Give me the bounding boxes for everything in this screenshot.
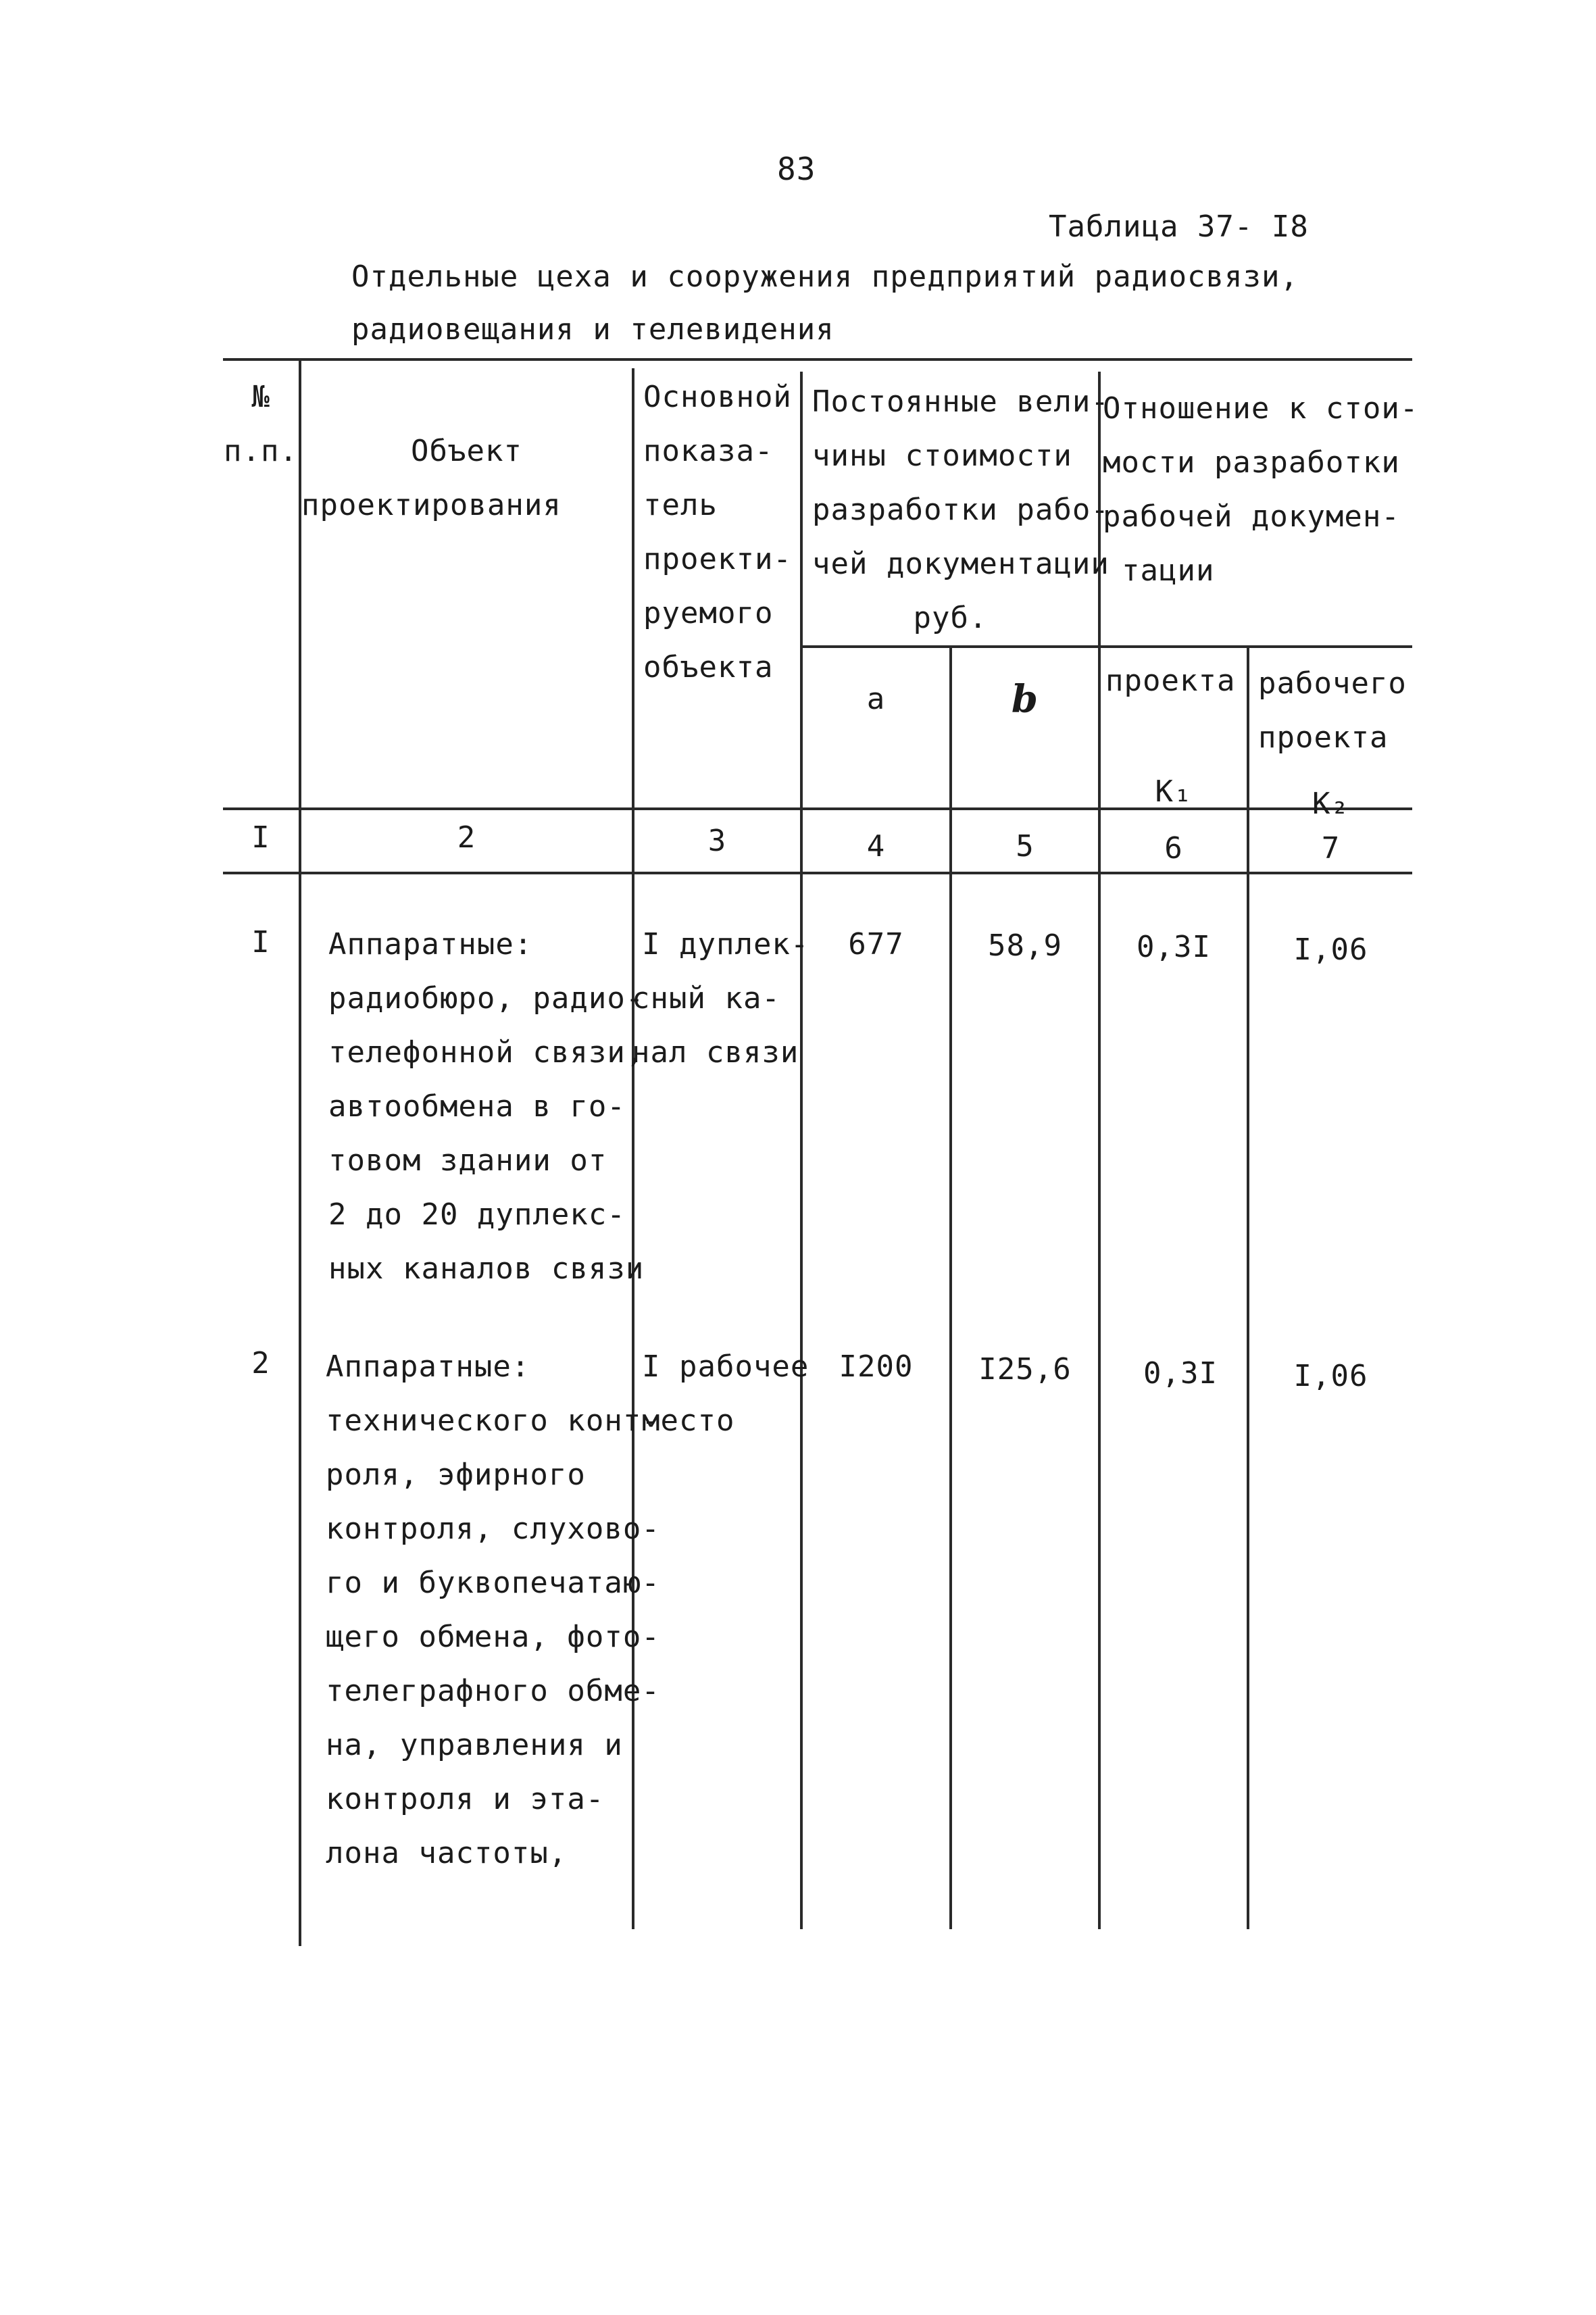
object-line: Аппаратные: — [328, 927, 533, 962]
header-indicator-line: тель — [643, 488, 718, 522]
divider-col1-col2 — [299, 358, 301, 1946]
header-cost-line: чины стоимости — [812, 439, 1072, 473]
value-k1: 0,3I — [1143, 1356, 1218, 1391]
subheader-k2-symbol: К₂ — [1312, 787, 1349, 821]
subheader-k1-label: проекта — [1105, 664, 1236, 698]
subheader-a: а — [866, 682, 886, 716]
header-cost-line: Постоянные вели- — [812, 384, 1109, 419]
object-line: 2 до 20 дуплекс- — [328, 1197, 626, 1232]
value-b: 58,9 — [988, 928, 1062, 963]
header-ratio-line: Отношение к стои- — [1103, 391, 1419, 426]
table-caption-line-2: радиовещания и телевидения — [351, 312, 834, 347]
object-line: го и буквопечатаю- — [326, 1566, 660, 1600]
header-cost-line: разработки рабо- — [812, 493, 1109, 527]
header-row-number-label: п.п. — [224, 434, 298, 468]
header-cost-unit: руб. — [913, 601, 988, 635]
header-indicator-line: руемого — [643, 596, 774, 630]
indicator-line: I рабочее — [642, 1349, 809, 1384]
object-line: на, управления и — [326, 1728, 623, 1762]
row-number: I — [251, 925, 270, 960]
table-caption-line-1: Отдельные цеха и сооружения предприятий радиосвязи, — [351, 259, 1299, 294]
object-line: телефонной связи, — [328, 1035, 645, 1070]
subheader-k1-symbol: К₁ — [1155, 774, 1193, 809]
value-k1: 0,3I — [1137, 930, 1211, 964]
column-number: 5 — [1016, 829, 1034, 864]
row-number: 2 — [251, 1346, 270, 1380]
value-b: I25,6 — [978, 1352, 1072, 1387]
object-line: Аппаратные: — [326, 1349, 530, 1384]
header-object-line-1: Объект — [411, 434, 522, 468]
subheader-b: b — [1011, 677, 1039, 722]
object-line: ных каналов связи — [328, 1251, 645, 1286]
column-number: 4 — [866, 829, 886, 864]
indicator-line: I дуплек- — [642, 927, 809, 962]
subheader-k2-label: проекта — [1258, 720, 1389, 755]
header-ratio-line: тации — [1122, 553, 1215, 588]
table-top-border — [223, 358, 1412, 361]
header-ratio-line: рабочей докумен- — [1103, 499, 1400, 534]
object-line: роля, эфирного — [326, 1458, 586, 1492]
object-line: контроля, слухово- — [326, 1512, 660, 1546]
object-line: радиобюро, радио- — [328, 981, 645, 1016]
value-k2: I,06 — [1293, 1359, 1368, 1393]
value-a: 677 — [848, 927, 904, 962]
column-number: 7 — [1321, 831, 1341, 866]
object-line: телеграфного обме- — [326, 1674, 660, 1708]
header-row-number-symbol: № — [251, 380, 270, 414]
header-indicator-line: объекта — [643, 650, 774, 684]
indicator-line: сный ка- — [632, 981, 780, 1016]
object-line: контроля и эта- — [326, 1782, 605, 1816]
group-header-divider — [800, 645, 1412, 648]
column-number: 6 — [1164, 831, 1183, 866]
column-number: 3 — [707, 824, 727, 858]
value-k2: I,06 — [1293, 932, 1368, 967]
header-indicator-line: показа- — [643, 434, 774, 468]
header-cost-line: чей документации — [812, 547, 1109, 581]
header-ratio-line: мости разработки — [1103, 445, 1400, 480]
object-line: технического конт- — [326, 1403, 660, 1438]
table-label: Таблица 37- I8 — [1049, 209, 1309, 244]
subheader-k2-label: рабочего — [1258, 666, 1407, 701]
object-line: лона частоты, — [326, 1836, 568, 1870]
column-number: 2 — [457, 820, 476, 855]
object-line: щего обмена, фото- — [326, 1620, 660, 1654]
header-indicator-line: Основной — [643, 380, 792, 414]
column-number: I — [251, 820, 270, 855]
header-object-line-2: проектирования — [301, 488, 562, 522]
object-line: автообмена в го- — [328, 1089, 626, 1124]
indicator-line: нал связи — [632, 1035, 799, 1070]
page-number: 83 — [777, 151, 816, 187]
divider-col5-col6 — [1098, 372, 1101, 1929]
object-line: товом здании от — [328, 1143, 607, 1178]
header-indicator-line: проекти- — [643, 542, 792, 576]
value-a: I200 — [839, 1349, 914, 1384]
indicator-line: место — [642, 1403, 735, 1438]
